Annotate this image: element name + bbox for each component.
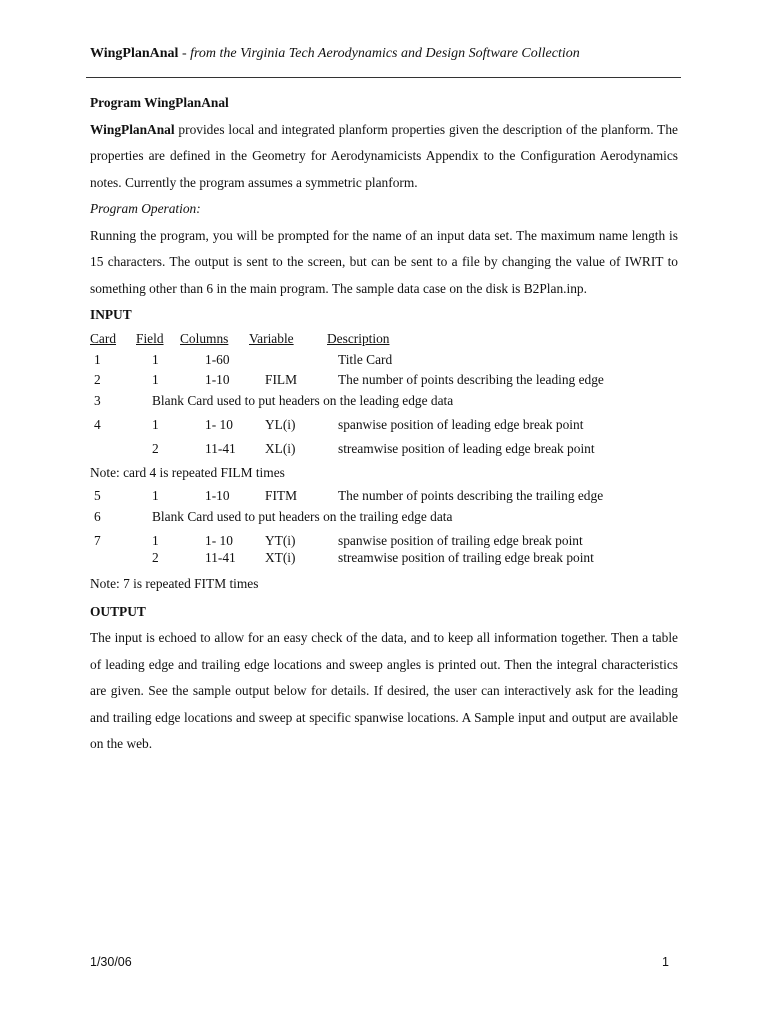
cell-description: streamwise position of leading edge break point xyxy=(338,440,595,456)
cell-blank-card-description: Blank Card used to put headers on the leading edge data xyxy=(152,392,454,408)
cell-variable: YT(i) xyxy=(265,532,296,548)
cell-description: The number of points describing the leading edge xyxy=(338,371,604,387)
cell-columns: 1-10 xyxy=(205,371,230,387)
cell-card: 7 xyxy=(94,532,101,548)
table-row xyxy=(90,391,678,412)
running-header xyxy=(90,46,690,62)
cell-field: 1 xyxy=(152,351,159,367)
cell-description: The number of points describing the trailing edge xyxy=(338,487,604,503)
header-brand: WingPlanAnal xyxy=(90,46,179,61)
cell-card: 5 xyxy=(94,487,101,503)
cell-variable: FILM xyxy=(265,371,297,387)
cell-columns: 11-41 xyxy=(205,549,236,565)
intro-text: provides local and integrated planform properties given the description of the planform. The properties are defined in the Geometry for Aerodynamicists Appendix to the Configuration Aerodynamics notes. Currently the program assumes a symmetric planform. xyxy=(90,121,678,190)
footer-page-number: 1 xyxy=(662,955,669,969)
output-paragraph: The input is echoed to allow for an easy check of the data, and to keep all information together. Then a table of leading edge and trailing edge locations and sweep angles is printed out. Then the integral characteristics are given. See the sample output below for details. If desired, the user can interactively ask for the leading and trailing edge locations and sweep at specific spanwise locations. A Sample input and output are available on the web. xyxy=(90,630,678,751)
cell-description: streamwise position of trailing edge break point xyxy=(338,549,594,565)
cell-variable: FITM xyxy=(265,487,297,503)
footer-date: 1/30/06 xyxy=(90,955,132,969)
input-note-card-4: Note: card 4 is repeated FILM times xyxy=(90,464,285,480)
col-header-variable: Variable xyxy=(249,330,294,346)
input-table-trailing xyxy=(90,486,678,569)
table-row xyxy=(90,439,678,460)
intro-lead: WingPlanAnal xyxy=(90,121,175,137)
header-rule xyxy=(86,77,681,78)
cell-description: spanwise position of leading edge break point xyxy=(338,416,584,432)
cell-description: Title Card xyxy=(338,351,393,367)
col-header-card: Card xyxy=(90,330,117,346)
program-title: Program WingPlanAnal xyxy=(90,95,229,110)
cell-variable: XT(i) xyxy=(265,549,296,565)
cell-field: 1 xyxy=(152,487,159,503)
cell-field: 2 xyxy=(152,440,159,456)
table-row xyxy=(90,486,678,507)
table-row xyxy=(90,350,678,367)
cell-card: 6 xyxy=(94,508,101,524)
col-header-field: Field xyxy=(136,330,164,346)
cell-field: 1 xyxy=(152,371,159,387)
table-row xyxy=(90,370,678,391)
cell-field: 1 xyxy=(152,532,159,548)
cell-columns: 11-41 xyxy=(205,440,236,456)
cell-field: 2 xyxy=(152,549,159,565)
cell-card: 2 xyxy=(94,371,101,387)
cell-card: 4 xyxy=(94,416,101,432)
cell-card: 1 xyxy=(94,351,101,367)
table-row xyxy=(90,531,678,548)
operation-heading: Program Operation: xyxy=(90,201,201,216)
cell-columns: 1-60 xyxy=(205,351,230,367)
cell-variable: YL(i) xyxy=(265,416,296,432)
col-header-description: Description xyxy=(327,330,390,346)
cell-columns: 1- 10 xyxy=(205,532,233,548)
input-heading: INPUT xyxy=(90,307,132,322)
cell-columns: 1- 10 xyxy=(205,416,233,432)
cell-field: 1 xyxy=(152,416,159,432)
col-header-columns: Columns xyxy=(180,330,229,346)
input-table-header xyxy=(90,329,678,350)
table-row xyxy=(90,415,678,436)
table-row xyxy=(90,507,678,528)
cell-variable: XL(i) xyxy=(265,440,296,456)
document-body xyxy=(90,90,678,758)
intro-paragraph xyxy=(90,117,678,197)
table-row xyxy=(90,548,678,569)
cell-columns: 1-10 xyxy=(205,487,230,503)
cell-blank-card-description: Blank Card used to put headers on the trailing edge data xyxy=(152,508,453,524)
cell-card: 3 xyxy=(94,392,101,408)
operation-paragraph: Running the program, you will be prompted for the name of an input data set. The maximum name length is 15 characters. The output is sent to the screen, but can be sent to a file by changing the value of IWRIT to something other than 6 in the main program. The sample data case on the disk is B2Plan.inp. xyxy=(90,227,678,296)
input-note-card-7: Note: 7 is repeated FITM times xyxy=(90,575,259,591)
cell-description: spanwise position of trailing edge break point xyxy=(338,532,583,548)
input-table xyxy=(90,329,678,460)
header-separator: - xyxy=(178,46,191,61)
output-heading: OUTPUT xyxy=(90,603,146,619)
header-subtitle: from the Virginia Tech Aerodynamics and Design Software Collection xyxy=(190,46,580,61)
